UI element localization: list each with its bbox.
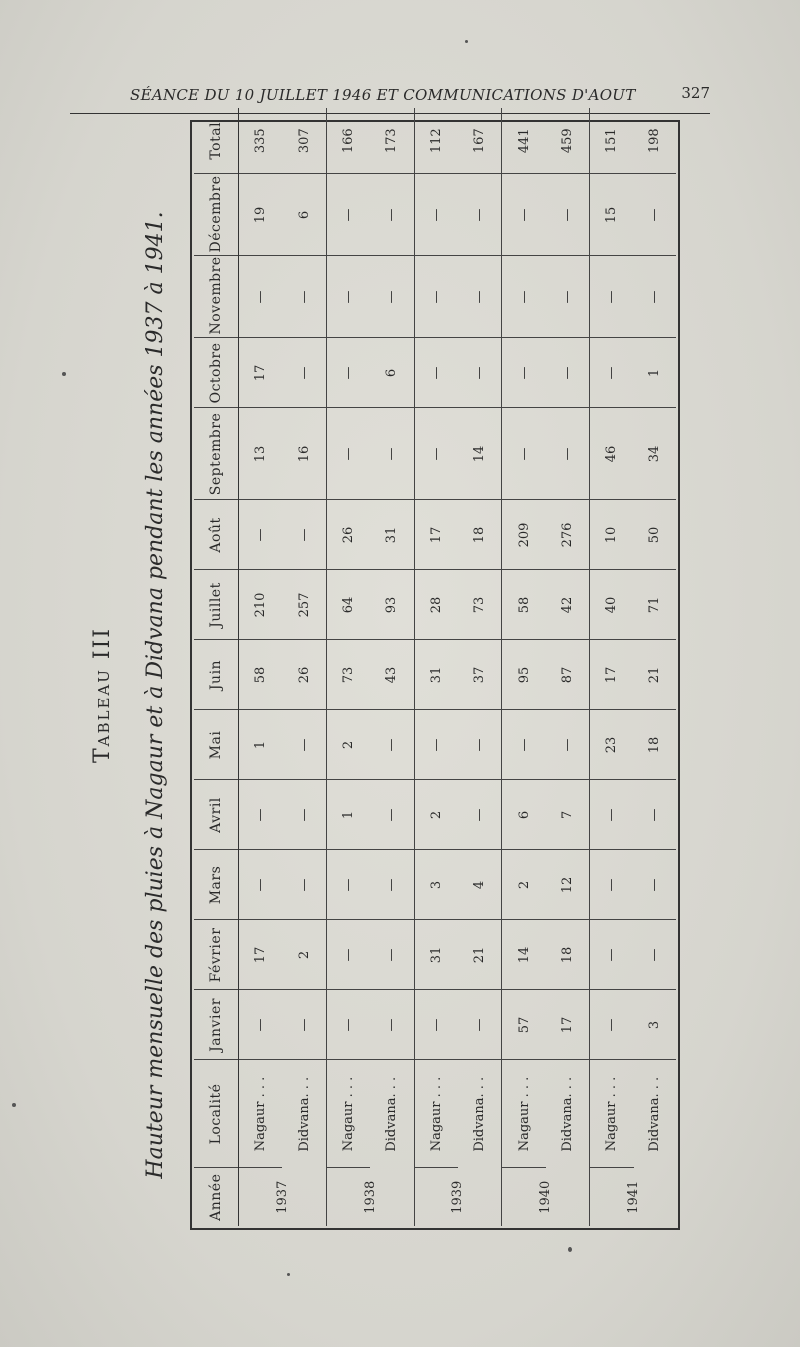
- locality-cell: Didvana. . .: [647, 1076, 663, 1152]
- total-cell: 151: [590, 108, 634, 174]
- page-number: 327: [681, 84, 710, 102]
- value-cell: —: [282, 990, 326, 1060]
- value-cell: 2: [282, 920, 326, 990]
- rainfall-table: [194, 108, 676, 1226]
- value-cell: 19: [239, 174, 283, 256]
- year-cell: 1941: [590, 1168, 676, 1226]
- table-row: [546, 108, 590, 1226]
- value-cell: 12: [546, 850, 590, 920]
- header-cell: Avril: [194, 780, 239, 850]
- value-cell: 26: [282, 640, 326, 710]
- value-cell: 17: [546, 990, 590, 1060]
- value-cell: 6: [282, 174, 326, 256]
- table-row: [370, 108, 414, 1226]
- value-cell: —: [370, 780, 414, 850]
- value-cell: 18: [546, 920, 590, 990]
- value-cell: —: [370, 256, 414, 338]
- value-cell: 4: [458, 850, 502, 920]
- table-frame: [190, 120, 680, 1230]
- value-cell: 276: [546, 500, 590, 570]
- value-cell: 209: [502, 500, 546, 570]
- value-cell: —: [414, 408, 458, 500]
- value-cell: 1: [239, 710, 283, 780]
- value-cell: —: [590, 850, 634, 920]
- value-cell: 87: [546, 640, 590, 710]
- total-cell: 167: [458, 108, 502, 174]
- value-cell: —: [282, 256, 326, 338]
- value-cell: —: [326, 338, 370, 408]
- table-row: [239, 108, 283, 1226]
- table-row: [634, 108, 676, 1226]
- total-cell: 166: [326, 108, 370, 174]
- value-cell: —: [370, 710, 414, 780]
- value-cell: 17: [239, 338, 283, 408]
- header-cell: Mai: [194, 710, 239, 780]
- value-cell: —: [458, 338, 502, 408]
- value-cell: 50: [634, 500, 676, 570]
- value-cell: —: [502, 174, 546, 256]
- header-cell: Février: [194, 920, 239, 990]
- value-cell: —: [282, 338, 326, 408]
- value-cell: 57: [502, 990, 546, 1060]
- value-cell: —: [326, 850, 370, 920]
- value-cell: —: [634, 780, 676, 850]
- locality-cell: Nagaur . . .: [502, 1060, 546, 1168]
- value-cell: 3: [414, 850, 458, 920]
- value-cell: —: [414, 990, 458, 1060]
- header-cell: Décembre: [194, 174, 239, 256]
- value-cell: 18: [634, 710, 676, 780]
- value-cell: —: [282, 500, 326, 570]
- value-cell: —: [370, 174, 414, 256]
- value-cell: —: [326, 174, 370, 256]
- value-cell: 26: [326, 500, 370, 570]
- value-cell: 18: [458, 500, 502, 570]
- year-cell: 1940: [502, 1168, 590, 1226]
- value-cell: 71: [634, 570, 676, 640]
- value-cell: 210: [239, 570, 283, 640]
- value-cell: —: [326, 256, 370, 338]
- table-title: Hauteur mensuelle des pluies à Nagaur et à Didvana pendant les années 1937 à 1941.: [143, 211, 168, 1179]
- header-cell: Janvier: [194, 990, 239, 1060]
- header-cell: Novembre: [194, 256, 239, 338]
- total-cell: 198: [634, 108, 676, 174]
- value-cell: 21: [634, 640, 676, 710]
- value-cell: 257: [282, 570, 326, 640]
- value-cell: 3: [634, 990, 676, 1060]
- value-cell: —: [414, 256, 458, 338]
- value-cell: 17: [590, 640, 634, 710]
- value-cell: 23: [590, 710, 634, 780]
- value-cell: —: [239, 780, 283, 850]
- year-cell: 1938: [326, 1168, 414, 1226]
- locality-cell: Nagaur . . .: [590, 1060, 634, 1168]
- table-row: [590, 108, 634, 1226]
- locality-cell: Didvana. . .: [296, 1076, 312, 1152]
- value-cell: —: [458, 710, 502, 780]
- value-cell: 43: [370, 640, 414, 710]
- value-cell: 64: [326, 570, 370, 640]
- value-cell: 2: [414, 780, 458, 850]
- value-cell: 73: [458, 570, 502, 640]
- value-cell: —: [370, 920, 414, 990]
- year-cell: 1939: [414, 1168, 502, 1226]
- value-cell: —: [634, 174, 676, 256]
- value-cell: 42: [546, 570, 590, 640]
- value-cell: —: [326, 408, 370, 500]
- value-cell: 17: [414, 500, 458, 570]
- value-cell: 14: [458, 408, 502, 500]
- value-cell: 58: [239, 640, 283, 710]
- paper-speck: [287, 1273, 290, 1276]
- table-label: Tableau III: [90, 627, 115, 763]
- value-cell: —: [239, 990, 283, 1060]
- total-cell: 459: [546, 108, 590, 174]
- value-cell: —: [239, 850, 283, 920]
- value-cell: —: [414, 710, 458, 780]
- header-cell: Juillet: [194, 570, 239, 640]
- value-cell: —: [546, 338, 590, 408]
- value-cell: —: [282, 780, 326, 850]
- table-row: [326, 108, 370, 1226]
- value-cell: 13: [239, 408, 283, 500]
- locality-cell: Didvana. . .: [472, 1076, 488, 1152]
- paper-speck: [12, 1103, 16, 1107]
- total-cell: 307: [282, 108, 326, 174]
- value-cell: 34: [634, 408, 676, 500]
- value-cell: —: [502, 408, 546, 500]
- header-cell: Septembre: [194, 408, 239, 500]
- value-cell: 6: [370, 338, 414, 408]
- table-row: [414, 108, 458, 1226]
- value-cell: 2: [326, 710, 370, 780]
- value-cell: —: [546, 710, 590, 780]
- header-cell: Octobre: [194, 338, 239, 408]
- total-cell: 335: [239, 108, 283, 174]
- value-cell: —: [590, 990, 634, 1060]
- value-cell: 14: [502, 920, 546, 990]
- value-cell: —: [590, 780, 634, 850]
- value-cell: 40: [590, 570, 634, 640]
- value-cell: —: [326, 990, 370, 1060]
- rotated-table-block: [80, 120, 690, 1270]
- value-cell: —: [370, 990, 414, 1060]
- table-caption: [80, 120, 168, 1270]
- value-cell: 93: [370, 570, 414, 640]
- value-cell: —: [458, 990, 502, 1060]
- value-cell: —: [634, 920, 676, 990]
- value-cell: —: [282, 850, 326, 920]
- value-cell: 6: [502, 780, 546, 850]
- value-cell: —: [414, 174, 458, 256]
- value-cell: 16: [282, 408, 326, 500]
- value-cell: —: [239, 500, 283, 570]
- value-cell: 10: [590, 500, 634, 570]
- locality-cell: Nagaur . . .: [239, 1060, 283, 1168]
- header-cell: Localité: [194, 1060, 239, 1168]
- paper-speck: [465, 40, 468, 43]
- value-cell: —: [590, 338, 634, 408]
- value-cell: —: [282, 710, 326, 780]
- value-cell: 15: [590, 174, 634, 256]
- value-cell: —: [414, 338, 458, 408]
- value-cell: 58: [502, 570, 546, 640]
- locality-cell: Nagaur . . .: [414, 1060, 458, 1168]
- value-cell: 28: [414, 570, 458, 640]
- value-cell: —: [458, 256, 502, 338]
- value-cell: 46: [590, 408, 634, 500]
- value-cell: 37: [458, 640, 502, 710]
- value-cell: —: [458, 780, 502, 850]
- locality-cell: Nagaur . . .: [326, 1060, 370, 1168]
- value-cell: 95: [502, 640, 546, 710]
- value-cell: —: [502, 338, 546, 408]
- table-header-row: [194, 108, 239, 1226]
- value-cell: 31: [370, 500, 414, 570]
- value-cell: 1: [326, 780, 370, 850]
- value-cell: —: [502, 256, 546, 338]
- value-cell: 73: [326, 640, 370, 710]
- value-cell: —: [546, 408, 590, 500]
- value-cell: 2: [502, 850, 546, 920]
- total-cell: 173: [370, 108, 414, 174]
- value-cell: —: [590, 256, 634, 338]
- running-head-title: SÉANCE DU 10 JUILLET 1946 ET COMMUNICATIONS D'AOUT: [130, 86, 636, 104]
- header-cell: Année: [194, 1168, 239, 1226]
- value-cell: —: [634, 850, 676, 920]
- value-cell: —: [546, 256, 590, 338]
- header-cell: Août: [194, 500, 239, 570]
- value-cell: 31: [414, 640, 458, 710]
- value-cell: —: [239, 256, 283, 338]
- total-cell: 441: [502, 108, 546, 174]
- value-cell: 17: [239, 920, 283, 990]
- value-cell: —: [634, 256, 676, 338]
- table-row: [458, 108, 502, 1226]
- value-cell: —: [326, 920, 370, 990]
- value-cell: 1: [634, 338, 676, 408]
- value-cell: 7: [546, 780, 590, 850]
- table-row: [502, 108, 546, 1226]
- value-cell: —: [590, 920, 634, 990]
- value-cell: 21: [458, 920, 502, 990]
- locality-cell: Didvana. . .: [384, 1076, 400, 1152]
- value-cell: —: [370, 850, 414, 920]
- header-cell: Total: [194, 108, 239, 174]
- paper-speck: [568, 1247, 572, 1252]
- value-cell: —: [458, 174, 502, 256]
- value-cell: —: [546, 174, 590, 256]
- paper-speck: [62, 372, 66, 376]
- value-cell: —: [502, 710, 546, 780]
- table-row: [282, 108, 326, 1226]
- header-cell: Juin: [194, 640, 239, 710]
- value-cell: 31: [414, 920, 458, 990]
- locality-cell: Didvana. . .: [559, 1076, 575, 1152]
- value-cell: —: [370, 408, 414, 500]
- year-cell: 1937: [239, 1168, 327, 1226]
- total-cell: 112: [414, 108, 458, 174]
- header-cell: Mars: [194, 850, 239, 920]
